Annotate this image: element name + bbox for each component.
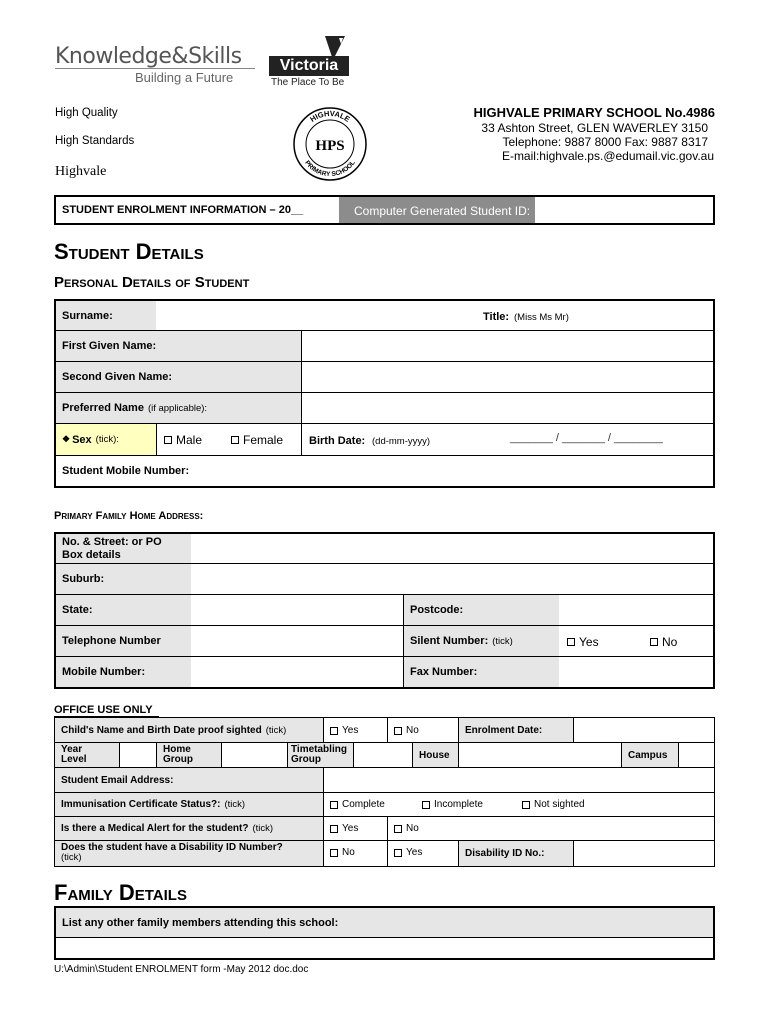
- home-group-label: Home Group: [157, 743, 221, 767]
- suburb-field[interactable]: [192, 564, 714, 594]
- preferred-name-label: Preferred Name: [62, 402, 144, 414]
- incomplete-checkbox[interactable]: [422, 801, 430, 809]
- svg-text:HPS: HPS: [315, 138, 345, 154]
- motto-high-standards: High Standards: [55, 135, 135, 147]
- disability-id-label: Disability ID No.:: [459, 841, 573, 866]
- birth-date-field[interactable]: _______ / _______ / ________: [510, 432, 663, 444]
- postcode-label: Postcode:: [404, 595, 559, 625]
- timetabling-group-label: Timetabling Group: [288, 743, 353, 767]
- motto-high-quality: High Quality: [55, 107, 118, 119]
- silent-yes-label: Yes: [579, 635, 599, 649]
- house-field[interactable]: [459, 743, 621, 767]
- diamond-bullet-icon: ❖: [62, 434, 71, 444]
- silent-yes-checkbox[interactable]: [567, 638, 575, 646]
- fax-label: Fax Number:: [404, 657, 559, 687]
- surname-field[interactable]: [157, 301, 477, 330]
- surname-label: Surname:: [56, 301, 156, 330]
- fax-field[interactable]: [560, 657, 714, 687]
- not-sighted-label: Not sighted: [534, 799, 585, 810]
- proof-no-label: No: [406, 725, 419, 736]
- title-options: (Miss Ms Mr): [514, 312, 569, 323]
- silent-no-label: No: [662, 635, 678, 649]
- preferred-name-field[interactable]: [302, 393, 714, 423]
- male-checkbox[interactable]: [164, 436, 172, 444]
- proof-yes-checkbox[interactable]: [330, 727, 338, 735]
- student-id-field[interactable]: [536, 197, 713, 223]
- immunisation-note: (tick): [224, 799, 246, 810]
- sex-note: (tick):: [95, 434, 119, 445]
- male-label: Male: [176, 433, 203, 447]
- state-label: State:: [56, 595, 191, 625]
- medical-alert-cell: [55, 817, 323, 840]
- immunisation-not-sighted-option[interactable]: [522, 799, 585, 810]
- disability-note: (tick): [61, 852, 82, 863]
- medical-yes-label: Yes: [342, 823, 359, 834]
- student-email-field[interactable]: [324, 768, 714, 792]
- not-sighted-checkbox[interactable]: [522, 801, 530, 809]
- sex-female-option[interactable]: [231, 433, 283, 447]
- banner-title: STUDENT ENROLMENT INFORMATION – 20__: [62, 204, 304, 216]
- sex-label: Sex: [72, 433, 92, 446]
- immunisation-cell: [55, 793, 323, 816]
- state-field[interactable]: [192, 595, 402, 625]
- campus-label: Campus: [622, 743, 678, 767]
- knowledge-skills-wordmark: Knowledge&Skills: [55, 44, 242, 69]
- first-name-label: First Given Name:: [56, 331, 301, 361]
- personal-details-heading: Personal Details of Student: [54, 274, 250, 291]
- disability-no-checkbox[interactable]: [330, 849, 338, 857]
- family-details-heading: Family Details: [54, 880, 187, 905]
- motto-highvale: Highvale: [55, 164, 107, 179]
- disability-yes-option[interactable]: [394, 847, 422, 858]
- school-phone: Telephone: 9887 8000 Fax: 9887 8317: [502, 135, 708, 149]
- medical-alert-note: (tick): [252, 823, 274, 834]
- preferred-name-note: (if applicable):: [147, 402, 208, 414]
- immunisation-incomplete-option[interactable]: [422, 799, 483, 810]
- home-group-field[interactable]: [222, 743, 286, 767]
- knowledge-skills-logo: [55, 44, 260, 90]
- silent-number-label: Silent Number:: [410, 635, 489, 647]
- silent-no-checkbox[interactable]: [650, 638, 658, 646]
- immunisation-complete-option[interactable]: [330, 799, 385, 810]
- first-name-field[interactable]: [302, 331, 714, 361]
- medical-no-checkbox[interactable]: [394, 825, 402, 833]
- preferred-name-cell: [56, 393, 301, 423]
- medical-yes-checkbox[interactable]: [330, 825, 338, 833]
- victoria-logo: [269, 34, 351, 92]
- school-seal-icon: [292, 106, 368, 182]
- svg-text:PRIMARY SCHOOL: PRIMARY SCHOOL: [303, 159, 357, 179]
- silent-number-note: (tick): [492, 635, 513, 647]
- school-email: E-mail:highvale.ps.@edumail.vic.gov.au: [501, 149, 714, 163]
- student-mobile-field[interactable]: [260, 456, 714, 486]
- suburb-label: Suburb:: [56, 564, 191, 594]
- disability-no-label: No: [342, 847, 355, 858]
- medical-yes-option[interactable]: [330, 823, 358, 834]
- student-email-label: Student Email Address:: [55, 768, 323, 792]
- silent-no-option[interactable]: [650, 635, 677, 649]
- footer-file-path: U:\Admin\Student ENROLMENT form -May 2012 doc.doc: [54, 964, 309, 975]
- incomplete-label: Incomplete: [434, 799, 483, 810]
- timetabling-group-field[interactable]: [354, 743, 412, 767]
- telephone-label: Telephone Number: [56, 626, 191, 656]
- home-mobile-label: Mobile Number:: [56, 657, 191, 687]
- complete-checkbox[interactable]: [330, 801, 338, 809]
- victoria-wordmark: Victoria: [269, 56, 349, 76]
- proof-yes-option[interactable]: [330, 725, 358, 736]
- second-name-label: Second Given Name:: [56, 362, 301, 392]
- student-id-label: Computer Generated Student ID:: [354, 204, 531, 218]
- proof-no-option[interactable]: [394, 725, 419, 736]
- street-label: No. & Street: or PO Box details: [56, 534, 191, 563]
- proof-sighted-note: (tick): [265, 724, 287, 736]
- year-level-field[interactable]: [120, 743, 155, 767]
- medical-no-option[interactable]: [394, 823, 419, 834]
- home-address-heading: Primary Family Home Address:: [54, 510, 204, 522]
- title-label: Title:: [483, 311, 510, 323]
- female-label: Female: [243, 433, 284, 447]
- disability-yes-checkbox[interactable]: [394, 849, 402, 857]
- medical-no-label: No: [406, 823, 419, 834]
- school-name: HIGHVALE PRIMARY SCHOOL No.4986: [473, 105, 715, 120]
- female-checkbox[interactable]: [231, 436, 239, 444]
- svg-text:HIGHVALE: HIGHVALE: [308, 108, 352, 124]
- sex-male-option[interactable]: [164, 433, 202, 447]
- proof-no-checkbox[interactable]: [394, 727, 402, 735]
- campus-field[interactable]: [679, 743, 714, 767]
- other-family-label: List any other family members attending this school:: [56, 908, 713, 937]
- enrolment-date-field[interactable]: [574, 718, 714, 742]
- disability-label: Does the student have a Disability ID Number?: [61, 842, 283, 853]
- year-level-label: Year Level: [55, 743, 119, 767]
- silent-number-cell: [404, 626, 559, 656]
- other-family-field[interactable]: [56, 938, 713, 958]
- proof-yes-label: Yes: [342, 725, 359, 736]
- student-mobile-label: Student Mobile Number:: [62, 465, 190, 477]
- disability-yes-label: Yes: [406, 847, 423, 858]
- street-field[interactable]: [192, 534, 714, 563]
- office-use-heading: OFFICE USE ONLY: [54, 704, 153, 716]
- house-label: House: [413, 743, 458, 767]
- student-details-heading: Student Details: [54, 239, 204, 264]
- silent-yes-option[interactable]: [567, 635, 599, 649]
- immunisation-label: Immunisation Certificate Status?:: [61, 799, 221, 810]
- complete-label: Complete: [342, 799, 385, 810]
- second-name-field[interactable]: [302, 362, 714, 392]
- proof-sighted-cell: [55, 718, 323, 742]
- proof-sighted-label: Child's Name and Birth Date proof sighted: [61, 724, 262, 736]
- home-mobile-field[interactable]: [192, 657, 402, 687]
- sex-label-cell: [56, 424, 156, 455]
- birth-date-note: (dd-mm-yyyy): [372, 436, 431, 447]
- victoria-tagline: The Place To Be: [271, 77, 345, 88]
- school-address: 33 Ashton Street, GLEN WAVERLEY 3150: [481, 121, 708, 135]
- enrolment-date-label: Enrolment Date:: [459, 718, 573, 742]
- disability-cell: [55, 841, 323, 866]
- postcode-field[interactable]: [560, 595, 714, 625]
- birth-date-label: Birth Date:: [309, 435, 366, 447]
- telephone-field[interactable]: [192, 626, 402, 656]
- disability-id-field[interactable]: [574, 841, 714, 866]
- disability-no-option[interactable]: [330, 847, 355, 858]
- medical-alert-label: Is there a Medical Alert for the student?: [61, 823, 249, 834]
- knowledge-skills-tagline: Building a Future: [135, 70, 234, 85]
